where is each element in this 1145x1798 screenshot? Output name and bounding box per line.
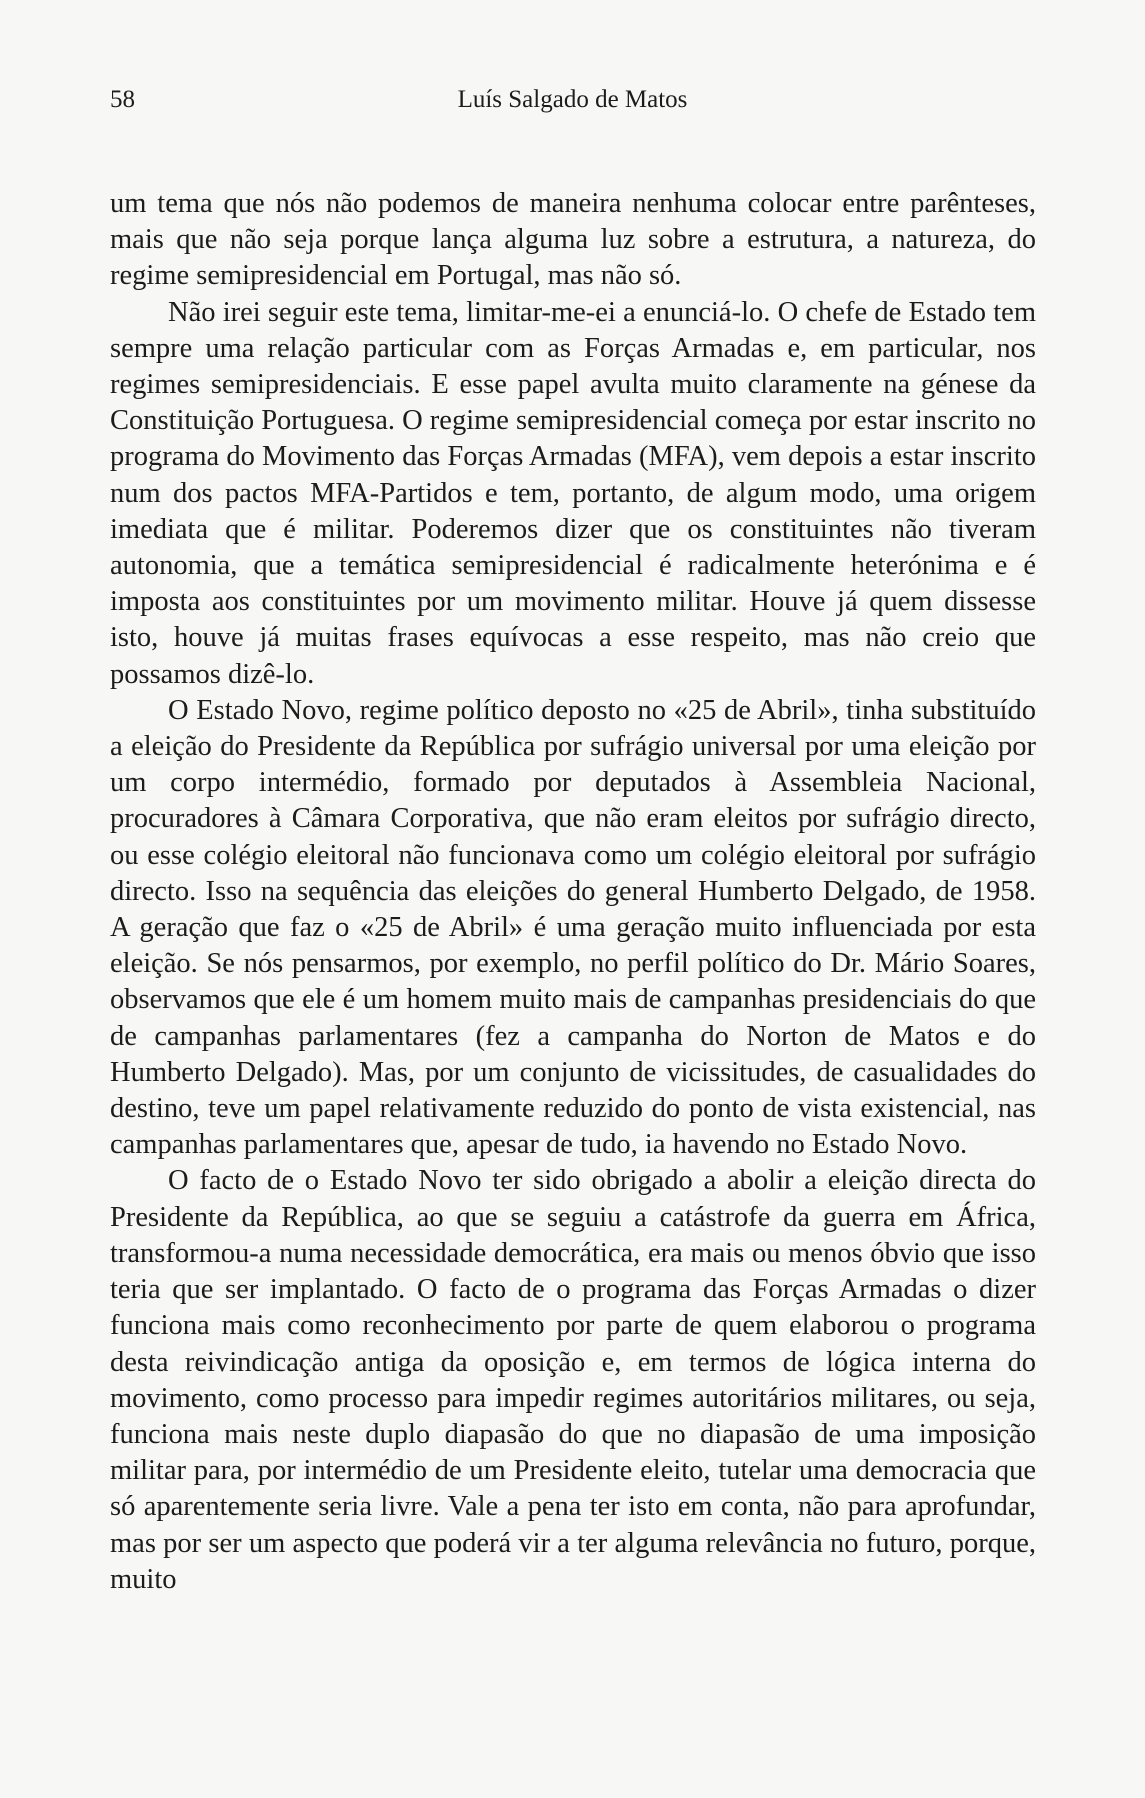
page-number: 58 <box>110 86 135 113</box>
body-text <box>110 186 1036 1598</box>
running-header-author: Luís Salgado de Matos <box>457 86 688 113</box>
paragraph: um tema que nós não podemos de maneira nenhuma colocar entre parênteses, mais que não seja porque lança alguma luz sobre a estrutura, a natureza, do regime semipresidencial em Portugal, mas não só. <box>110 188 1036 292</box>
paragraph: Não irei seguir este tema, limitar-me-ei a enunciá-lo. O chefe de Estado tem sempre uma relação particular com as Forças Armadas e, em particular, nos regimes semipresidenciais. E esse papel avulta muito claramente na génese da Constituição Portuguesa. O regime semipresidencial começa por estar inscrito no programa do Movimento das Forças Armadas (MFA), vem depois a estar inscrito num dos pactos MFA-Partidos e tem, portanto, de algum modo, uma origem imediata que é militar. Poderemos dizer que os constituintes não tiveram autonomia, que a temática semipresidencial é radicalmente heterónima e é imposta aos constituintes por um movimento militar. Houve já quem dissesse isto, houve já muitas frases equívocas a esse respeito, mas não creio que possamos dizê-lo. <box>110 296 1036 690</box>
paragraph: O facto de o Estado Novo ter sido obrigado a abolir a eleição directa do Presidente da República, ao que se seguiu a catástrofe da guerra em África, transformou-a numa necessidade democrática, era mais ou menos óbvio que isso teria que ser implantado. O facto de o programa das Forças Armadas o dizer funciona mais como reconhecimento por parte de quem elaborou o programa desta reivindicação antiga da oposição e, em termos de lógica interna do movimento, como processo para impedir regimes autoritários militares, ou seja, funciona mais neste duplo diapasão do que no diapasão de uma imposição militar para, por intermédio de um Presidente eleito, tutelar uma democracia que só aparentemente seria livre. Vale a pena ter isto em conta, não para aprofundar, mas por ser um aspecto que poderá vir a ter alguma relevância no futuro, porque, muito <box>110 1165 1036 1595</box>
paragraph: O Estado Novo, regime político deposto no «25 de Abril», tinha substituído a eleição do Presidente da República por sufrágio universal por uma eleição por um corpo intermédio, formado por deputados à Assembleia Nacional, procuradores à Câmara Corporativa, que não eram eleitos por sufrágio directo, ou esse colégio eleitoral não funcionava como um colégio eleitoral por sufrágio directo. Isso na sequência das eleições do general Humberto Delgado, de 1958. A geração que faz o «25 de Abril» é uma geração muito influenciada por esta eleição. Se nós pensarmos, por exemplo, no perfil político do Dr. Mário Soares, observamos que ele é um homem muito mais de campanhas presidenciais do que de campanhas parlamentares (fez a campanha do Norton de Matos e do Humberto Delgado). Mas, por um conjunto de vicissitudes, de casualidades do destino, teve um papel relativamente reduzido do ponto de vista existencial, nas campanhas parlamentares que, apesar de tudo, ia havendo no Estado Novo. <box>110 694 1036 1161</box>
